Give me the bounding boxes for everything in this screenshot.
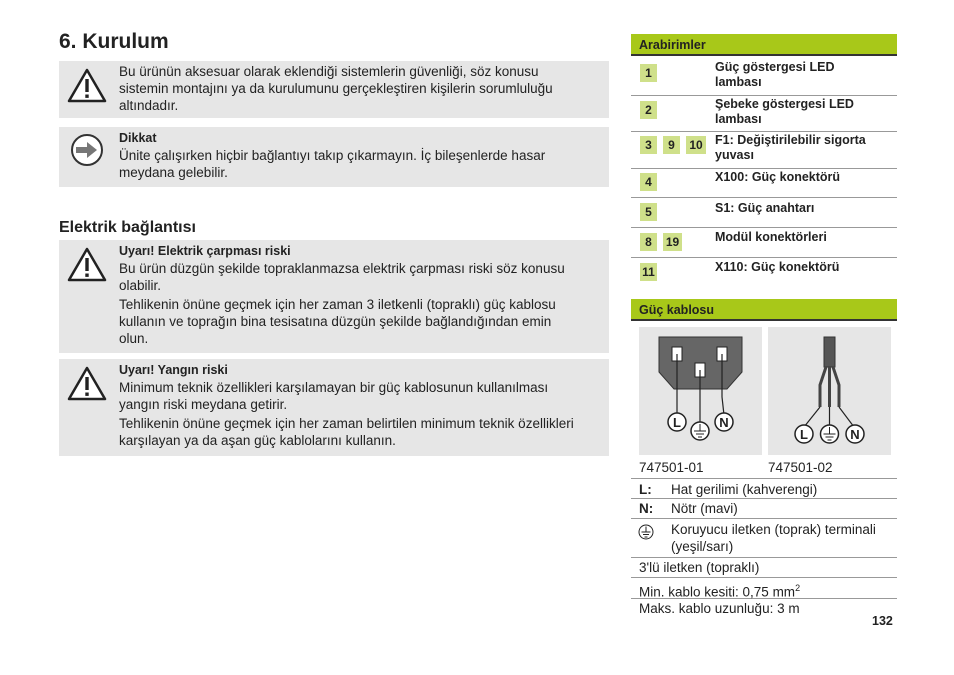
spec-text: Min. kablo kesiti: 0,75 mm: [639, 584, 796, 600]
interface-row: [631, 56, 897, 96]
notice-line: Ünite çalışırken hiçbir bağlantıyı takıp çıkarmayın. İç bileşenlerde hasar: [119, 148, 546, 163]
notice-line: olun.: [119, 331, 149, 346]
neutral-terminal-label: N: [719, 415, 729, 430]
interface-label: F1: Değiştirilebilir sigorta: [715, 133, 866, 147]
interface-row: [631, 228, 897, 258]
notice-line: altındadır.: [119, 98, 179, 113]
spec-row: [631, 599, 897, 620]
item-number: 9: [663, 136, 680, 154]
legend-key: N:: [639, 501, 654, 516]
figure-caption: 747501-01: [639, 460, 704, 475]
notice-line: kullanın ve toprağın bina tesisatına düzgün şekilde bağlandığından emin: [119, 314, 552, 329]
line-terminal-label: L: [800, 427, 808, 442]
connector-figure-box: [639, 327, 762, 455]
interface-label: S1: Güç anahtarı: [715, 201, 815, 215]
notice-line: Tehlikenin önüne geçmek için her zaman 3 iletkenli (topraklı) güç kablosu: [119, 297, 556, 312]
interface-label: X100: Güç konektörü: [715, 170, 841, 184]
spec-superscript: 2: [795, 583, 801, 593]
item-number: 5: [640, 203, 657, 221]
warning-triangle-icon: [67, 246, 107, 284]
cable-end-illustration: [768, 327, 891, 455]
fire-warning-box: [59, 359, 609, 456]
legend-value: Hat gerilimi (kahverengi): [671, 482, 818, 497]
interface-label: Şebeke göstergesi LED: [715, 97, 854, 111]
item-number: 19: [663, 233, 682, 251]
notice-line: meydana gelebilir.: [119, 165, 228, 180]
notice-heading: Uyarı! Elektrik çarpması riski: [119, 244, 291, 258]
notice-heading: Dikkat: [119, 131, 157, 145]
legend-value: Nötr (mavi): [671, 501, 738, 516]
legend-value: (yeşil/sarı): [671, 539, 734, 554]
item-number: 11: [640, 263, 657, 281]
interface-row: [631, 258, 897, 287]
legend-key: L:: [639, 482, 652, 497]
legend-value: Koruyucu iletken (toprak) terminali: [671, 522, 876, 537]
item-number: 10: [686, 136, 706, 154]
notice-line: yangın riski meydana getirir.: [119, 397, 288, 412]
notice-line: Bu ürün düzgün şekilde topraklanmazsa elektrik çarpması riski söz konusu: [119, 261, 565, 276]
interface-row: [631, 132, 897, 169]
figure-caption: 747501-02: [768, 460, 833, 475]
interface-row: [631, 198, 897, 228]
item-number: 4: [640, 173, 657, 191]
legend-row: [631, 499, 897, 519]
page-title: 6. Kurulum: [59, 30, 169, 53]
page-number: 132: [872, 614, 893, 628]
notice-line: Minimum teknik özellikleri karşılamayan bir güç kablosunun kullanılması: [119, 380, 549, 395]
interface-label: yuvası: [715, 148, 754, 162]
item-number: 8: [640, 233, 657, 251]
section-heading: Elektrik bağlantısı: [59, 219, 196, 236]
warning-triangle-icon: [67, 67, 107, 105]
spec-text: 3'lü iletken (topraklı): [639, 560, 760, 575]
interface-label: X110: Güç konektörü: [715, 260, 840, 274]
cable-end-figure-box: [768, 327, 891, 455]
spec-row: [631, 558, 897, 578]
iec-connector-illustration: [639, 327, 762, 455]
interface-row: [631, 96, 897, 132]
notice-line: Tehlikenin önüne geçmek için her zaman belirtilen minimum teknik özellikleri: [119, 416, 574, 431]
item-number: 2: [640, 101, 657, 119]
interfaces-heading: Arabirimler: [631, 34, 897, 56]
interface-label: Güç göstergesi LED: [715, 60, 835, 74]
note-box: [59, 127, 609, 187]
notice-line: karşılayan ya da aşan güç kablolarını kullanın.: [119, 433, 396, 448]
warning-triangle-icon: [67, 365, 107, 403]
power-cable-heading: Güç kablosu: [631, 299, 897, 321]
interface-label: lambası: [715, 112, 762, 126]
neutral-terminal-label: N: [850, 427, 860, 442]
notice-line: sistemin montajını ya da kurulumunu gerçekleştiren kişilerin sorumluluğu: [119, 81, 553, 96]
ground-symbol-icon: [638, 524, 654, 540]
notice-line: Bu ürünün aksesuar olarak eklendiği sistemlerin güvenliği, söz konusu: [119, 64, 539, 79]
spec-row: [631, 578, 897, 599]
legend-row: [631, 478, 897, 499]
interface-label: Modül konektörleri: [715, 230, 827, 244]
notice-heading: Uyarı! Yangın riski: [119, 363, 228, 377]
line-terminal-label: L: [673, 415, 681, 430]
interface-label: lambası: [715, 75, 762, 89]
arrow-note-icon: [67, 131, 107, 169]
safety-notice-box: [59, 61, 609, 118]
item-number: 1: [640, 64, 657, 82]
spec-text: Maks. kablo uzunluğu: 3 m: [639, 601, 800, 616]
legend-row: [631, 519, 897, 558]
interface-row: [631, 169, 897, 198]
notice-line: olabilir.: [119, 278, 162, 293]
item-number: 3: [640, 136, 657, 154]
electric-shock-warning-box: [59, 240, 609, 353]
